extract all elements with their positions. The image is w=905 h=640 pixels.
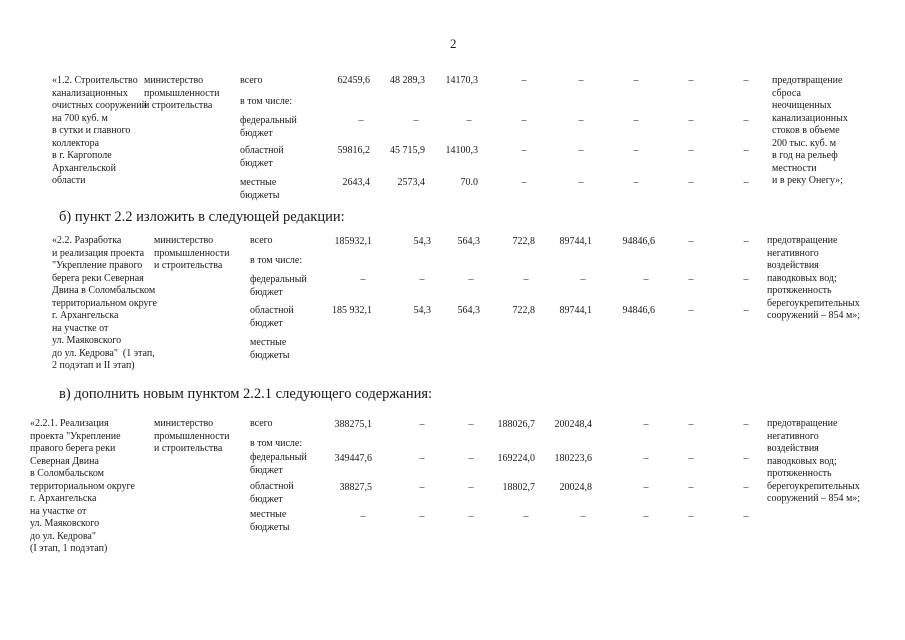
value-cell: 62459,6 — [337, 75, 370, 86]
value-cell: – — [688, 145, 694, 156]
value-cell: 54,3 — [413, 305, 431, 316]
value-cell: – — [688, 453, 694, 464]
value-cell: 70.0 — [460, 177, 478, 188]
value-cell: – — [743, 511, 749, 522]
value-cell: 349447,6 — [334, 453, 372, 464]
funding-label: местные бюджеты — [250, 509, 290, 533]
value-cell: – — [688, 511, 694, 522]
value-cell: – — [688, 236, 694, 247]
value-cell: – — [419, 453, 425, 464]
value-cell: 722,8 — [512, 305, 535, 316]
item-title: «1.2. Строительство канализационных очистных сооружений на 700 куб. м в сутки и главного коллектора в г. Каргополе Архангельской области — [52, 75, 147, 186]
value-cell: 94846,6 — [622, 236, 655, 247]
value-cell: – — [419, 511, 425, 522]
funding-label: всего — [250, 418, 273, 429]
value-cell: – — [468, 419, 474, 430]
value-cell: – — [743, 145, 749, 156]
value-cell: – — [743, 274, 749, 285]
value-cell: 14100,3 — [445, 145, 478, 156]
value-cell: 388275,1 — [334, 419, 372, 430]
value-cell: – — [413, 115, 419, 126]
value-cell: – — [468, 274, 474, 285]
value-cell: – — [633, 75, 639, 86]
value-cell: – — [523, 274, 529, 285]
funding-label: областной бюджет — [250, 481, 294, 505]
responsible-org: министерство промышленности и строительства — [154, 418, 230, 454]
value-cell: – — [743, 482, 749, 493]
value-cell: – — [688, 75, 694, 86]
value-cell: – — [578, 145, 584, 156]
value-cell: 20024,8 — [559, 482, 592, 493]
expected-result: предотвращение негативного воздействия паводковых вод; протяженность берегоукрепительных сооружений – 854 м»; — [767, 235, 861, 321]
value-cell: 188026,7 — [497, 419, 535, 430]
value-cell: – — [578, 115, 584, 126]
section-heading: в) дополнить новым пунктом 2.2.1 следующего содержания: — [59, 386, 433, 402]
value-cell: – — [521, 75, 527, 86]
value-cell: – — [466, 115, 472, 126]
value-cell: – — [578, 75, 584, 86]
funding-label: областной бюджет — [240, 145, 284, 169]
value-cell: – — [578, 177, 584, 188]
value-cell: – — [633, 145, 639, 156]
value-cell: 38827,5 — [339, 482, 372, 493]
value-cell: – — [688, 115, 694, 126]
value-cell: – — [633, 115, 639, 126]
responsible-org: министерство промышленности и строительства — [154, 235, 230, 271]
value-cell: – — [419, 419, 425, 430]
funding-label: всего — [250, 235, 273, 246]
page-number: 2 — [450, 36, 457, 51]
funding-label: областной бюджет — [250, 305, 294, 329]
value-cell: – — [688, 177, 694, 188]
value-cell: – — [419, 482, 425, 493]
value-cell: 14170,3 — [445, 75, 478, 86]
value-cell: 59816,2 — [337, 145, 370, 156]
value-cell: 54,3 — [413, 236, 431, 247]
value-cell: – — [688, 419, 694, 430]
value-cell: 564,3 — [457, 236, 480, 247]
value-cell: – — [360, 274, 366, 285]
funding-label: федеральный бюджет — [250, 274, 307, 298]
funding-label: в том числе: — [240, 96, 293, 107]
value-cell: – — [643, 274, 649, 285]
value-cell: 200248,4 — [554, 419, 592, 430]
value-cell: – — [360, 511, 366, 522]
value-cell: – — [643, 419, 649, 430]
value-cell: – — [643, 482, 649, 493]
value-cell: – — [688, 274, 694, 285]
value-cell: – — [521, 177, 527, 188]
value-cell: – — [523, 511, 529, 522]
value-cell: – — [743, 419, 749, 430]
value-cell: – — [743, 115, 749, 126]
funding-label: в том числе: — [250, 438, 303, 449]
value-cell: – — [419, 274, 425, 285]
funding-label: местные бюджеты — [250, 337, 290, 361]
value-cell: – — [743, 453, 749, 464]
funding-label: федеральный бюджет — [250, 452, 307, 476]
value-cell: 169224,0 — [497, 453, 535, 464]
funding-label: всего — [240, 75, 263, 86]
value-cell: – — [643, 511, 649, 522]
value-cell: 89744,1 — [559, 305, 592, 316]
value-cell: – — [688, 305, 694, 316]
value-cell: – — [743, 305, 749, 316]
value-cell: 564,3 — [457, 305, 480, 316]
value-cell: 94846,6 — [622, 305, 655, 316]
value-cell: – — [743, 75, 749, 86]
expected-result: предотвращение сброса неочищенных канализационных стоков в объеме 200 тыс. куб. м в год на рельеф местности и в реку Онегу»; — [772, 75, 848, 186]
value-cell: 89744,1 — [559, 236, 592, 247]
expected-result: предотвращение негативного воздействия паводковых вод; протяженность берегоукрепительных сооружений – 854 м»; — [767, 418, 861, 504]
value-cell: – — [468, 511, 474, 522]
value-cell: – — [688, 482, 694, 493]
value-cell: 722,8 — [512, 236, 535, 247]
value-cell: 48 289,3 — [390, 75, 425, 86]
funding-label: местные бюджеты — [240, 177, 280, 201]
value-cell: 180223,6 — [554, 453, 592, 464]
value-cell: 2643,4 — [342, 177, 370, 188]
value-cell: – — [580, 274, 586, 285]
value-cell: 185932,1 — [334, 236, 372, 247]
responsible-org: министерство промышленности и строительства — [144, 75, 220, 111]
value-cell: 185 932,1 — [332, 305, 372, 316]
value-cell: – — [521, 115, 527, 126]
item-title: «2.2. Разработка и реализация проекта "Укрепление правого берега реки Северная Двина в Соломбальском территориальном округе г. Архангельска на участке от ул. Маяковского до ул. Кедрова" (1 этап, 2 подэтап и II этап) — [52, 235, 157, 371]
value-cell: – — [643, 453, 649, 464]
value-cell: 2573,4 — [397, 177, 425, 188]
value-cell: – — [743, 236, 749, 247]
value-cell: – — [358, 115, 364, 126]
value-cell: 18802,7 — [502, 482, 535, 493]
value-cell: – — [468, 453, 474, 464]
value-cell: – — [468, 482, 474, 493]
section-heading: б) пункт 2.2 изложить в следующей редакции: — [59, 209, 345, 225]
value-cell: – — [580, 511, 586, 522]
item-title: «2.2.1. Реализация проекта "Укрепление правого берега реки Северная Двина в Соломбальском территориальном округе г. Архангельска на участке от ул. Маяковского до ул. Кедрова" (I этап, 1 подэтап) — [30, 418, 135, 554]
value-cell: 45 715,9 — [390, 145, 425, 156]
value-cell: – — [743, 177, 749, 188]
value-cell: – — [521, 145, 527, 156]
funding-label: в том числе: — [250, 255, 303, 266]
value-cell: – — [633, 177, 639, 188]
funding-label: федеральный бюджет — [240, 115, 297, 139]
